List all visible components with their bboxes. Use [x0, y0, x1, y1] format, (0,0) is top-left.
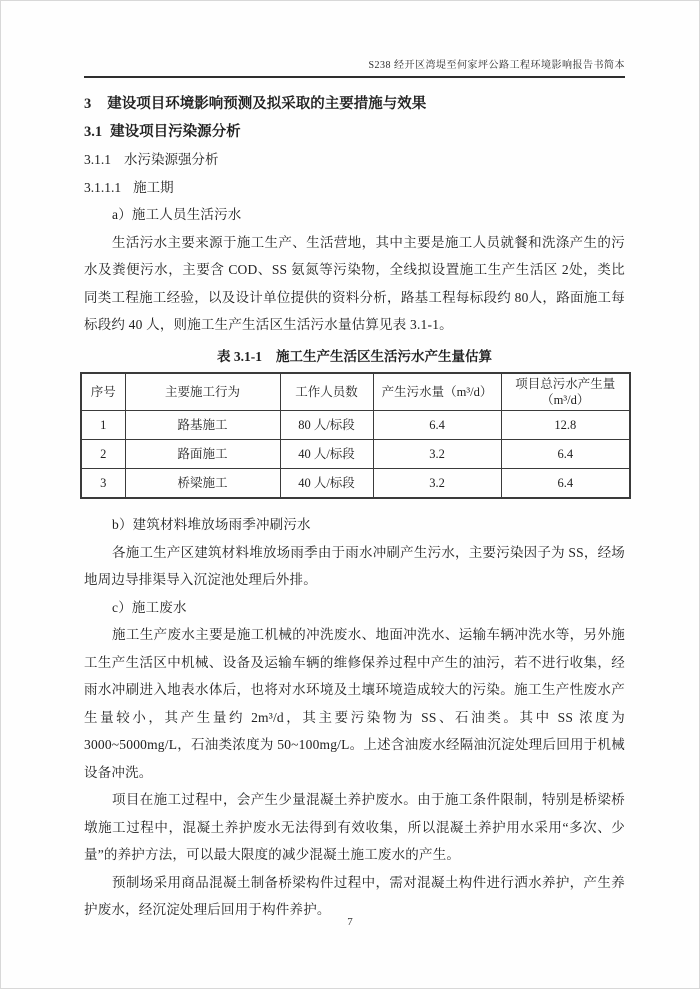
page-header	[84, 56, 625, 78]
item-a-heading: a）施工人员生活污水	[112, 207, 242, 222]
item-c-heading: c）施工废水	[112, 599, 187, 615]
heading-title: 建设项目污染源分析	[110, 123, 241, 140]
table-cell: 1	[81, 411, 125, 440]
heading-number: 3	[84, 96, 92, 112]
table-cell: 6.4	[501, 440, 630, 469]
table-cell: 40 人/标段	[280, 469, 373, 499]
heading-number: 3.1	[84, 123, 103, 140]
heading-section-3	[84, 91, 625, 119]
page-footer	[0, 916, 700, 928]
table-header-row	[81, 373, 630, 411]
heading-number: 3.1.1.1	[84, 179, 122, 195]
heading-number: 3.1.1	[84, 152, 111, 167]
table-cell: 3	[81, 469, 125, 499]
table-cell: 路面施工	[125, 440, 280, 469]
paragraph-c1: 施工生产废水主要是施工机械的冲洗废水、地面冲洗水、运输车辆冲洗水等，另外施工生产生活区中机械、设备及运输车辆的维修保养过程中产生的油污，若不进行收集，经雨水冲刷进入地表水体后，也将对水环境及土壤环境造成较大的污染。施工生产性废水产生量较小，其产生量约 2m³/d，其主要污染物为 SS、石油类。其中 SS 浓度为 3000~5000mg/L，石油类浓度为 50~100mg/L。上述含油废水经隔油沉淀处理后回用于机械设备冲洗。	[84, 627, 625, 780]
table-caption-title: 施工生产生活区生活污水产生量估算	[276, 348, 492, 364]
heading-section-3-1	[84, 119, 625, 147]
table-caption	[84, 343, 625, 371]
table-row	[81, 469, 630, 499]
table-header-cell: 序号	[81, 373, 125, 411]
paragraph-a: 生活污水主要来源于施工生产、生活营地，其中主要是施工人员就餐和洗涤产生的污水及粪便污水，主要含 COD、SS 氨氮等污染物，全线拟设置施工生产生活区 2处，类比同类工程施工经验，以及设计单位提供的资料分析，路基工程每标段约 80人，路面施工每标段约 40 人，则施工生产生活区生活污水量估算见表 3.1-1。	[84, 234, 625, 332]
heading-title: 水污染源强分析	[124, 152, 219, 167]
table-header-cell: 项目总污水产生量（m³/d）	[501, 373, 630, 411]
table-cell: 40 人/标段	[280, 440, 373, 469]
item-b-heading: b）建筑材料堆放场雨季冲刷污水	[112, 517, 311, 532]
table-cell: 3.2	[373, 440, 501, 469]
page-number: 7	[347, 916, 353, 928]
paragraph-c3: 预制场采用商品混凝土制备桥梁构件过程中，需对混凝土构件进行洒水养护，产生养护废水，经沉淀处理后回用于构件养护。	[84, 874, 625, 917]
running-head-title: S238 经开区湾堤至何家坪公路工程环境影响报告书简本	[368, 60, 625, 71]
page-content	[84, 79, 625, 924]
table-cell: 路基施工	[125, 411, 280, 440]
table-cell: 桥梁施工	[125, 469, 280, 499]
heading-section-3-1-1-1	[84, 174, 625, 202]
table-header-cell: 产生污水量（m³/d）	[373, 373, 501, 411]
table-cell: 12.8	[501, 411, 630, 440]
table-cell: 3.2	[373, 469, 501, 499]
paragraph-b: 各施工生产区建筑材料堆放场雨季由于雨水冲刷产生污水，主要污染因子为 SS，经场地周边导排渠导入沉淀池处理后外排。	[84, 544, 625, 587]
paragraph-c2: 项目在施工过程中，会产生少量混凝土养护废水。由于施工条件限制，特别是桥梁桥墩施工过程中，混凝土养护废水无法得到有效收集，所以混凝土养护用水采用“多次、少量”的养护方法，可以最大限度的减少混凝土施工废水的产生。	[84, 792, 625, 862]
table-row	[81, 411, 630, 440]
table-row	[81, 440, 630, 469]
heading-title: 施工期	[133, 179, 174, 195]
heading-section-3-1-1	[84, 146, 625, 174]
heading-title: 建设项目环境影响预测及拟采取的主要措施与效果	[107, 96, 427, 112]
table-caption-label: 表 3.1-1	[217, 348, 262, 364]
wastewater-table	[80, 372, 631, 499]
table-header-cell: 主要施工行为	[125, 373, 280, 411]
table-cell: 6.4	[373, 411, 501, 440]
table-cell: 6.4	[501, 469, 630, 499]
table-cell: 2	[81, 440, 125, 469]
table-header-cell: 工作人员数	[280, 373, 373, 411]
table-cell: 80 人/标段	[280, 411, 373, 440]
